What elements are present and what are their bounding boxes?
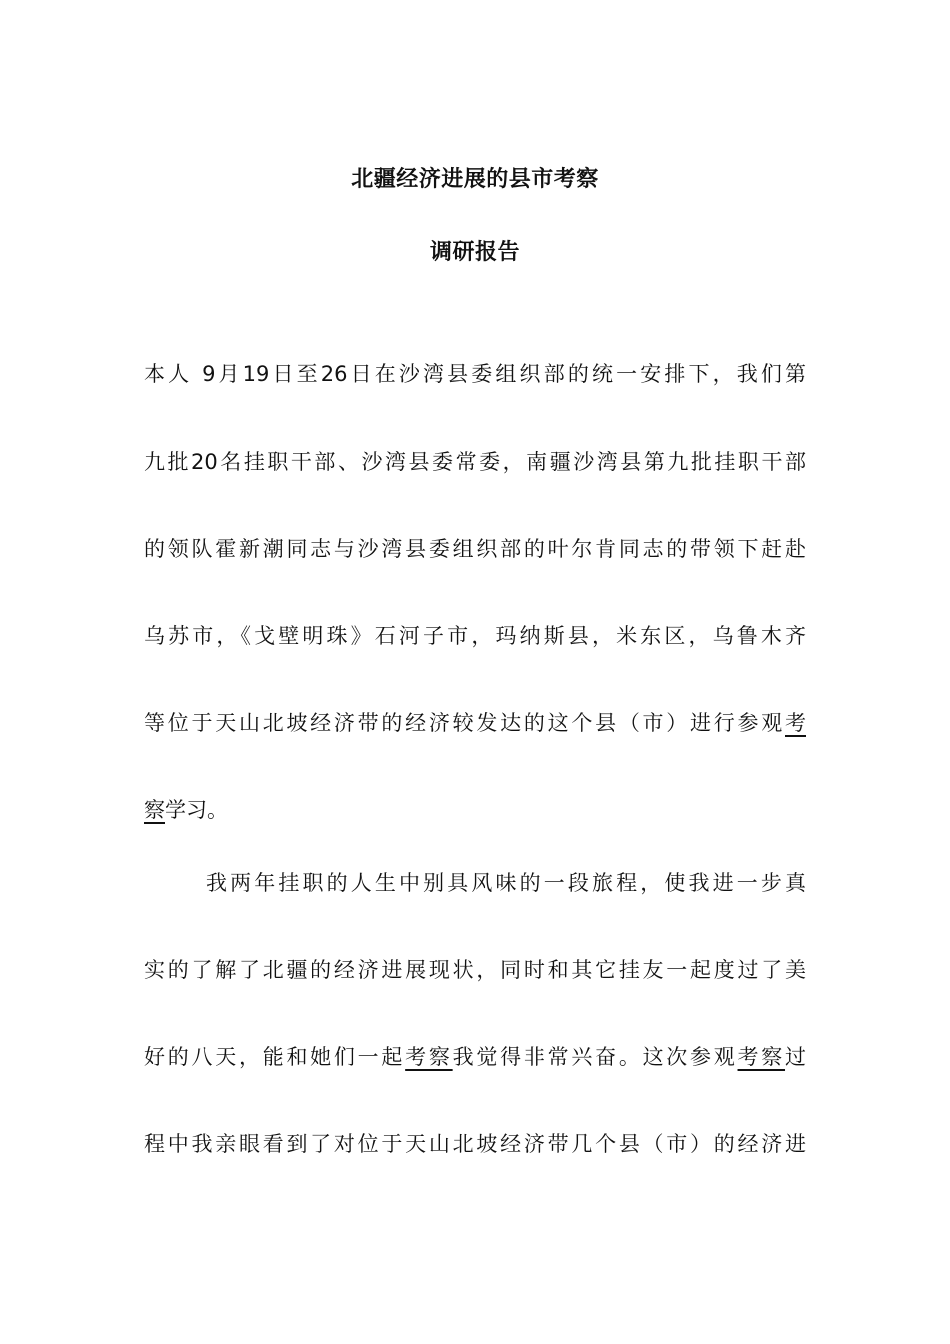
document-subtitle: 调研报告	[429, 240, 520, 265]
text-run: 好的八天，能和她们一起	[144, 1045, 406, 1069]
underlined-word: 考	[785, 711, 806, 735]
paragraph-1-line-6	[144, 794, 806, 824]
paragraph-2-line-3	[144, 1041, 806, 1071]
underlined-word: 考察	[405, 1045, 453, 1069]
paragraph-2-line-4: 程中我亲眼看到了对位于天山北坡经济带几个县（市）的经济进	[144, 1132, 806, 1156]
text-run: 过	[785, 1045, 807, 1069]
paragraph-2-line-2: 实的了解了北疆的经济进展现状，同时和其它挂友一起度过了美	[144, 958, 806, 982]
paragraph-1-line-2: 九批20名挂职干部、沙湾县委常委，南疆沙湾县第九批挂职干部	[144, 450, 806, 474]
text-run: 我觉得非常兴奋。这次参观	[452, 1045, 738, 1069]
document-title: 北疆经济进展的县市考察	[351, 167, 599, 192]
paragraph-1-line-5	[144, 707, 806, 737]
underlined-word: 考察	[737, 1045, 786, 1069]
paragraph-2-line-1: 我两年挂职的人生中别具风味的一段旅程，使我进一步真	[206, 871, 806, 895]
text-run: 等位于天山北坡经济带的经济较发达的这个县（市）进行参观	[144, 711, 785, 735]
paragraph-1-line-1: 本人 9月19日至26日在沙湾县委组织部的统一安排下，我们第	[144, 362, 806, 386]
paragraph-1-line-4: 乌苏市，《戈壁明珠》石河子市，玛纳斯县，米东区，乌鲁木齐	[144, 624, 806, 648]
underlined-word: 察	[144, 798, 165, 822]
text-run: 学习。	[165, 798, 228, 822]
paragraph-1-line-3: 的领队霍新潮同志与沙湾县委组织部的叶尔肯同志的带领下赶赴	[144, 537, 806, 561]
